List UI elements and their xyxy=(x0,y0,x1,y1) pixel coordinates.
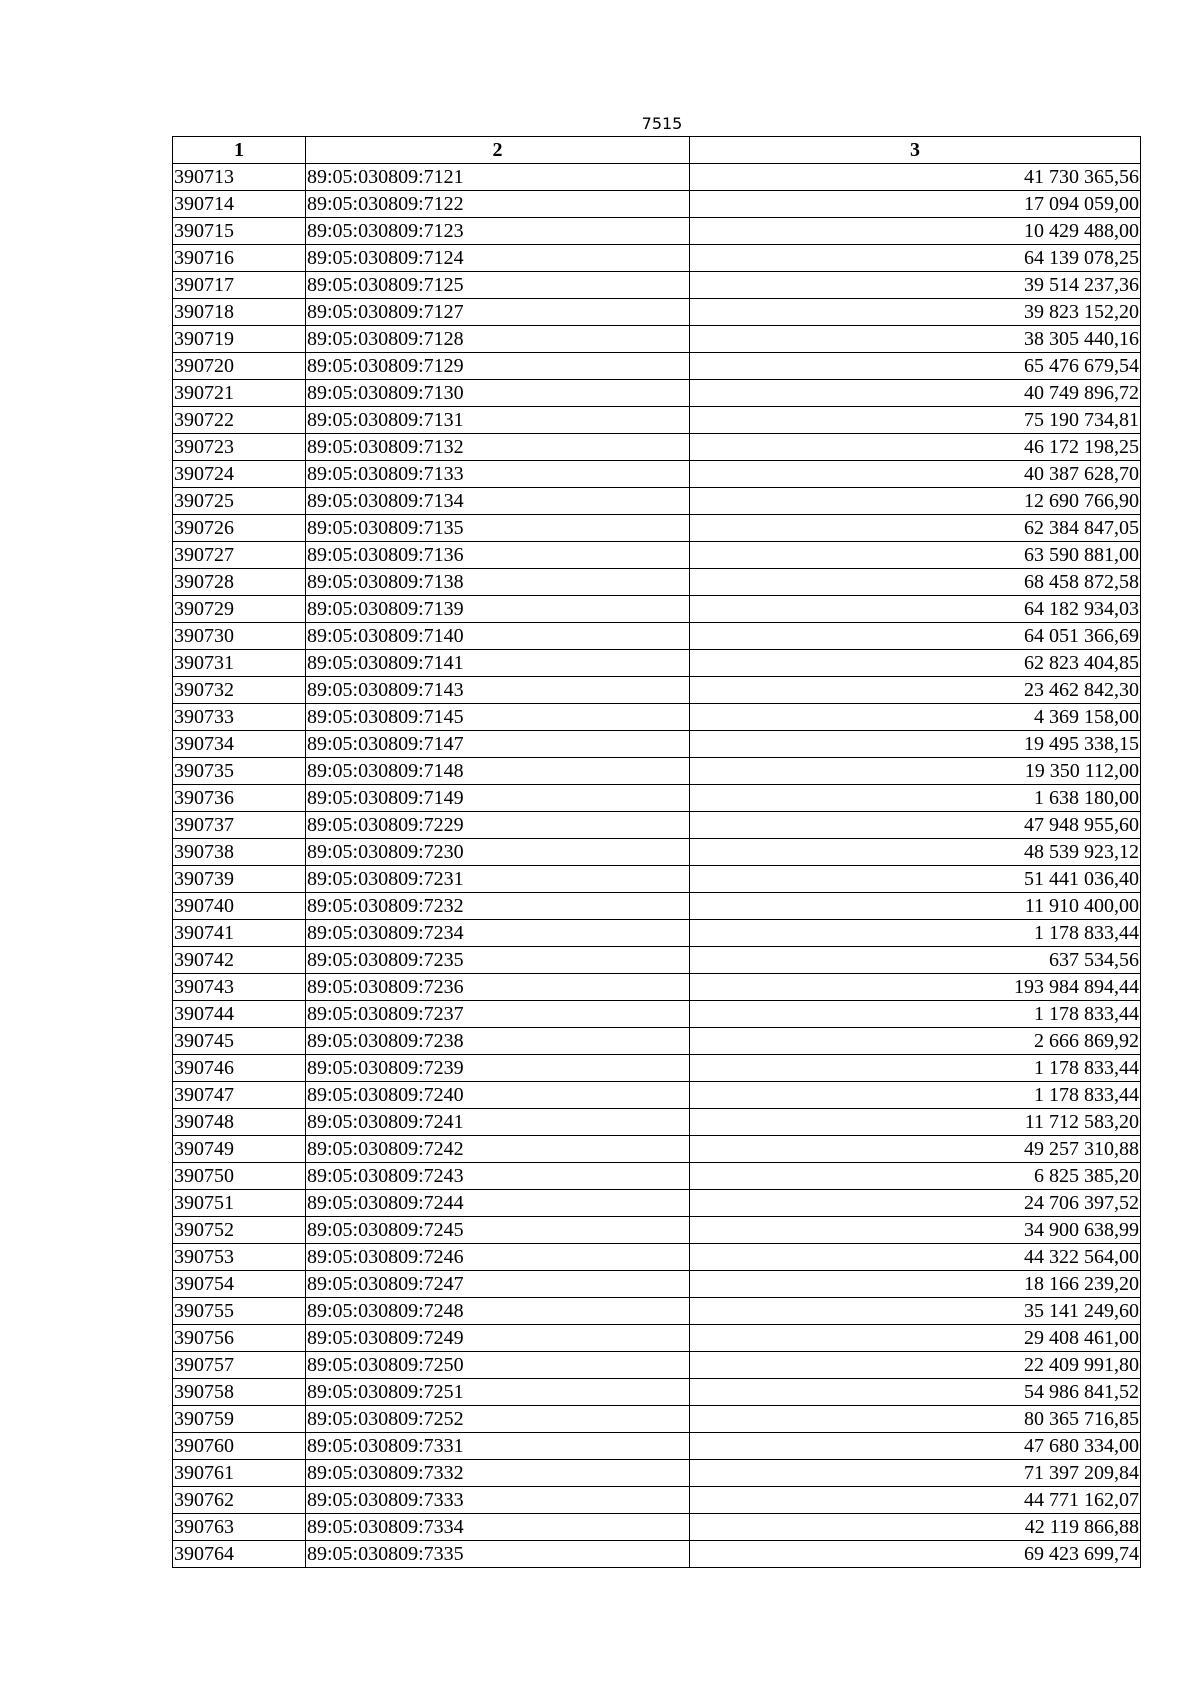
cadastral-number-cell: 89:05:030809:7335 xyxy=(306,1541,690,1568)
value-cell: 1 178 833,44 xyxy=(690,1001,1141,1028)
row-number-cell: 390718 xyxy=(173,299,306,326)
table-row xyxy=(173,1001,1141,1028)
value-cell: 75 190 734,81 xyxy=(690,407,1141,434)
value-cell: 17 094 059,00 xyxy=(690,191,1141,218)
table-header xyxy=(173,137,1141,164)
cadastral-number-cell: 89:05:030809:7138 xyxy=(306,569,690,596)
cadastral-number-cell: 89:05:030809:7238 xyxy=(306,1028,690,1055)
row-number-cell: 390748 xyxy=(173,1109,306,1136)
value-cell: 44 771 162,07 xyxy=(690,1487,1141,1514)
table-row xyxy=(173,623,1141,650)
row-number-cell: 390735 xyxy=(173,758,306,785)
table-row xyxy=(173,650,1141,677)
row-number-cell: 390733 xyxy=(173,704,306,731)
value-cell: 35 141 249,60 xyxy=(690,1298,1141,1325)
row-number-cell: 390745 xyxy=(173,1028,306,1055)
value-cell: 19 350 112,00 xyxy=(690,758,1141,785)
value-cell: 39 823 152,20 xyxy=(690,299,1141,326)
row-number-cell: 390764 xyxy=(173,1541,306,1568)
table-row xyxy=(173,164,1141,191)
table-row xyxy=(173,191,1141,218)
value-cell: 62 823 404,85 xyxy=(690,650,1141,677)
cadastral-number-cell: 89:05:030809:7122 xyxy=(306,191,690,218)
row-number-cell: 390756 xyxy=(173,1325,306,1352)
table-row xyxy=(173,1082,1141,1109)
value-cell: 19 495 338,15 xyxy=(690,731,1141,758)
cadastral-number-cell: 89:05:030809:7121 xyxy=(306,164,690,191)
cadastral-number-cell: 89:05:030809:7250 xyxy=(306,1352,690,1379)
cadastral-number-cell: 89:05:030809:7136 xyxy=(306,542,690,569)
value-cell: 38 305 440,16 xyxy=(690,326,1141,353)
value-cell: 1 178 833,44 xyxy=(690,1082,1141,1109)
table-row xyxy=(173,1433,1141,1460)
value-cell: 1 638 180,00 xyxy=(690,785,1141,812)
row-number-cell: 390739 xyxy=(173,866,306,893)
value-cell: 1 178 833,44 xyxy=(690,920,1141,947)
cadastral-number-cell: 89:05:030809:7242 xyxy=(306,1136,690,1163)
value-cell: 12 690 766,90 xyxy=(690,488,1141,515)
cadastral-number-cell: 89:05:030809:7239 xyxy=(306,1055,690,1082)
row-number-cell: 390750 xyxy=(173,1163,306,1190)
row-number-cell: 390744 xyxy=(173,1001,306,1028)
value-cell: 65 476 679,54 xyxy=(690,353,1141,380)
table-row xyxy=(173,1244,1141,1271)
row-number-cell: 390731 xyxy=(173,650,306,677)
value-cell: 62 384 847,05 xyxy=(690,515,1141,542)
value-cell: 18 166 239,20 xyxy=(690,1271,1141,1298)
row-number-cell: 390727 xyxy=(173,542,306,569)
row-number-cell: 390715 xyxy=(173,218,306,245)
value-cell: 68 458 872,58 xyxy=(690,569,1141,596)
value-cell: 1 178 833,44 xyxy=(690,1055,1141,1082)
value-cell: 54 986 841,52 xyxy=(690,1379,1141,1406)
table-row xyxy=(173,677,1141,704)
value-cell: 637 534,56 xyxy=(690,947,1141,974)
table-row xyxy=(173,1352,1141,1379)
header-cell-3: 3 xyxy=(690,137,1141,164)
table-row xyxy=(173,1271,1141,1298)
row-number-cell: 390725 xyxy=(173,488,306,515)
value-cell: 39 514 237,36 xyxy=(690,272,1141,299)
cadastral-number-cell: 89:05:030809:7135 xyxy=(306,515,690,542)
value-cell: 23 462 842,30 xyxy=(690,677,1141,704)
cadastral-number-cell: 89:05:030809:7147 xyxy=(306,731,690,758)
cadastral-number-cell: 89:05:030809:7127 xyxy=(306,299,690,326)
row-number-cell: 390723 xyxy=(173,434,306,461)
cadastral-number-cell: 89:05:030809:7331 xyxy=(306,1433,690,1460)
table-row xyxy=(173,569,1141,596)
table-row xyxy=(173,245,1141,272)
value-cell: 29 408 461,00 xyxy=(690,1325,1141,1352)
table-row xyxy=(173,893,1141,920)
table-row xyxy=(173,1136,1141,1163)
table-row xyxy=(173,731,1141,758)
table-row xyxy=(173,380,1141,407)
table-row xyxy=(173,434,1141,461)
row-number-cell: 390759 xyxy=(173,1406,306,1433)
value-cell: 193 984 894,44 xyxy=(690,974,1141,1001)
header-cell-1: 1 xyxy=(173,137,306,164)
row-number-cell: 390716 xyxy=(173,245,306,272)
value-cell: 80 365 716,85 xyxy=(690,1406,1141,1433)
table-row xyxy=(173,839,1141,866)
table-row xyxy=(173,920,1141,947)
table-row xyxy=(173,1190,1141,1217)
cadastral-number-cell: 89:05:030809:7132 xyxy=(306,434,690,461)
row-number-cell: 390721 xyxy=(173,380,306,407)
row-number-cell: 390753 xyxy=(173,1244,306,1271)
cadastral-number-cell: 89:05:030809:7247 xyxy=(306,1271,690,1298)
row-number-cell: 390755 xyxy=(173,1298,306,1325)
cadastral-number-cell: 89:05:030809:7128 xyxy=(306,326,690,353)
cadastral-number-cell: 89:05:030809:7249 xyxy=(306,1325,690,1352)
row-number-cell: 390720 xyxy=(173,353,306,380)
row-number-cell: 390724 xyxy=(173,461,306,488)
table-row xyxy=(173,515,1141,542)
data-table xyxy=(172,136,1141,1568)
value-cell: 10 429 488,00 xyxy=(690,218,1141,245)
value-cell: 47 948 955,60 xyxy=(690,812,1141,839)
table-row xyxy=(173,1163,1141,1190)
value-cell: 40 749 896,72 xyxy=(690,380,1141,407)
row-number-cell: 390758 xyxy=(173,1379,306,1406)
cadastral-number-cell: 89:05:030809:7241 xyxy=(306,1109,690,1136)
value-cell: 63 590 881,00 xyxy=(690,542,1141,569)
cadastral-number-cell: 89:05:030809:7148 xyxy=(306,758,690,785)
row-number-cell: 390714 xyxy=(173,191,306,218)
table-row xyxy=(173,704,1141,731)
row-number-cell: 390717 xyxy=(173,272,306,299)
value-cell: 40 387 628,70 xyxy=(690,461,1141,488)
row-number-cell: 390738 xyxy=(173,839,306,866)
value-cell: 47 680 334,00 xyxy=(690,1433,1141,1460)
table-row xyxy=(173,1325,1141,1352)
row-number-cell: 390747 xyxy=(173,1082,306,1109)
cadastral-number-cell: 89:05:030809:7139 xyxy=(306,596,690,623)
row-number-cell: 390763 xyxy=(173,1514,306,1541)
cadastral-number-cell: 89:05:030809:7131 xyxy=(306,407,690,434)
table-row xyxy=(173,866,1141,893)
table-row xyxy=(173,542,1141,569)
value-cell: 64 182 934,03 xyxy=(690,596,1141,623)
cadastral-number-cell: 89:05:030809:7149 xyxy=(306,785,690,812)
cadastral-number-cell: 89:05:030809:7246 xyxy=(306,1244,690,1271)
table-row xyxy=(173,1298,1141,1325)
header-cell-2: 2 xyxy=(306,137,690,164)
cadastral-number-cell: 89:05:030809:7252 xyxy=(306,1406,690,1433)
table-row xyxy=(173,1217,1141,1244)
table-body xyxy=(173,164,1141,1568)
cadastral-number-cell: 89:05:030809:7125 xyxy=(306,272,690,299)
cadastral-number-cell: 89:05:030809:7236 xyxy=(306,974,690,1001)
cadastral-number-cell: 89:05:030809:7143 xyxy=(306,677,690,704)
table-row xyxy=(173,974,1141,1001)
table-row xyxy=(173,353,1141,380)
page-number: 7515 xyxy=(641,114,683,133)
value-cell: 49 257 310,88 xyxy=(690,1136,1141,1163)
cadastral-number-cell: 89:05:030809:7248 xyxy=(306,1298,690,1325)
value-cell: 48 539 923,12 xyxy=(690,839,1141,866)
table-row xyxy=(173,812,1141,839)
cadastral-number-cell: 89:05:030809:7232 xyxy=(306,893,690,920)
row-number-cell: 390761 xyxy=(173,1460,306,1487)
cadastral-number-cell: 89:05:030809:7251 xyxy=(306,1379,690,1406)
row-number-cell: 390741 xyxy=(173,920,306,947)
row-number-cell: 390740 xyxy=(173,893,306,920)
row-number-cell: 390760 xyxy=(173,1433,306,1460)
cadastral-number-cell: 89:05:030809:7229 xyxy=(306,812,690,839)
value-cell: 41 730 365,56 xyxy=(690,164,1141,191)
row-number-cell: 390736 xyxy=(173,785,306,812)
table-row xyxy=(173,272,1141,299)
value-cell: 2 666 869,92 xyxy=(690,1028,1141,1055)
cadastral-number-cell: 89:05:030809:7145 xyxy=(306,704,690,731)
value-cell: 64 139 078,25 xyxy=(690,245,1141,272)
cadastral-number-cell: 89:05:030809:7243 xyxy=(306,1163,690,1190)
value-cell: 69 423 699,74 xyxy=(690,1541,1141,1568)
cadastral-number-cell: 89:05:030809:7234 xyxy=(306,920,690,947)
table-row xyxy=(173,596,1141,623)
cadastral-number-cell: 89:05:030809:7230 xyxy=(306,839,690,866)
row-number-cell: 390742 xyxy=(173,947,306,974)
cadastral-number-cell: 89:05:030809:7130 xyxy=(306,380,690,407)
row-number-cell: 390722 xyxy=(173,407,306,434)
value-cell: 11 910 400,00 xyxy=(690,893,1141,920)
value-cell: 44 322 564,00 xyxy=(690,1244,1141,1271)
cadastral-number-cell: 89:05:030809:7240 xyxy=(306,1082,690,1109)
row-number-cell: 390719 xyxy=(173,326,306,353)
cadastral-number-cell: 89:05:030809:7124 xyxy=(306,245,690,272)
table-row xyxy=(173,1028,1141,1055)
table-row xyxy=(173,1460,1141,1487)
table-row xyxy=(173,1406,1141,1433)
table-row xyxy=(173,1541,1141,1568)
cadastral-number-cell: 89:05:030809:7235 xyxy=(306,947,690,974)
value-cell: 22 409 991,80 xyxy=(690,1352,1141,1379)
table-row xyxy=(173,218,1141,245)
row-number-cell: 390726 xyxy=(173,515,306,542)
table-row xyxy=(173,947,1141,974)
cadastral-number-cell: 89:05:030809:7133 xyxy=(306,461,690,488)
table-row xyxy=(173,407,1141,434)
cadastral-number-cell: 89:05:030809:7231 xyxy=(306,866,690,893)
value-cell: 64 051 366,69 xyxy=(690,623,1141,650)
row-number-cell: 390734 xyxy=(173,731,306,758)
table-row xyxy=(173,1109,1141,1136)
cadastral-number-cell: 89:05:030809:7140 xyxy=(306,623,690,650)
table-row xyxy=(173,1487,1141,1514)
value-cell: 71 397 209,84 xyxy=(690,1460,1141,1487)
row-number-cell: 390749 xyxy=(173,1136,306,1163)
cadastral-number-cell: 89:05:030809:7333 xyxy=(306,1487,690,1514)
header-row xyxy=(173,137,1141,164)
row-number-cell: 390737 xyxy=(173,812,306,839)
value-cell: 4 369 158,00 xyxy=(690,704,1141,731)
table-row xyxy=(173,461,1141,488)
row-number-cell: 390751 xyxy=(173,1190,306,1217)
cadastral-number-cell: 89:05:030809:7244 xyxy=(306,1190,690,1217)
row-number-cell: 390713 xyxy=(173,164,306,191)
row-number-cell: 390762 xyxy=(173,1487,306,1514)
value-cell: 42 119 866,88 xyxy=(690,1514,1141,1541)
row-number-cell: 390746 xyxy=(173,1055,306,1082)
cadastral-number-cell: 89:05:030809:7334 xyxy=(306,1514,690,1541)
cadastral-number-cell: 89:05:030809:7134 xyxy=(306,488,690,515)
value-cell: 34 900 638,99 xyxy=(690,1217,1141,1244)
table-row xyxy=(173,326,1141,353)
row-number-cell: 390757 xyxy=(173,1352,306,1379)
value-cell: 46 172 198,25 xyxy=(690,434,1141,461)
table-row xyxy=(173,488,1141,515)
table-row xyxy=(173,1514,1141,1541)
table-row xyxy=(173,1055,1141,1082)
cadastral-number-cell: 89:05:030809:7245 xyxy=(306,1217,690,1244)
row-number-cell: 390732 xyxy=(173,677,306,704)
row-number-cell: 390754 xyxy=(173,1271,306,1298)
table-row xyxy=(173,758,1141,785)
row-number-cell: 390728 xyxy=(173,569,306,596)
row-number-cell: 390752 xyxy=(173,1217,306,1244)
table-row xyxy=(173,299,1141,326)
cadastral-number-cell: 89:05:030809:7332 xyxy=(306,1460,690,1487)
row-number-cell: 390729 xyxy=(173,596,306,623)
row-number-cell: 390730 xyxy=(173,623,306,650)
value-cell: 24 706 397,52 xyxy=(690,1190,1141,1217)
table-row xyxy=(173,1379,1141,1406)
cadastral-number-cell: 89:05:030809:7141 xyxy=(306,650,690,677)
value-cell: 51 441 036,40 xyxy=(690,866,1141,893)
table-row xyxy=(173,785,1141,812)
cadastral-number-cell: 89:05:030809:7129 xyxy=(306,353,690,380)
cadastral-number-cell: 89:05:030809:7237 xyxy=(306,1001,690,1028)
row-number-cell: 390743 xyxy=(173,974,306,1001)
value-cell: 6 825 385,20 xyxy=(690,1163,1141,1190)
value-cell: 11 712 583,20 xyxy=(690,1109,1141,1136)
cadastral-number-cell: 89:05:030809:7123 xyxy=(306,218,690,245)
